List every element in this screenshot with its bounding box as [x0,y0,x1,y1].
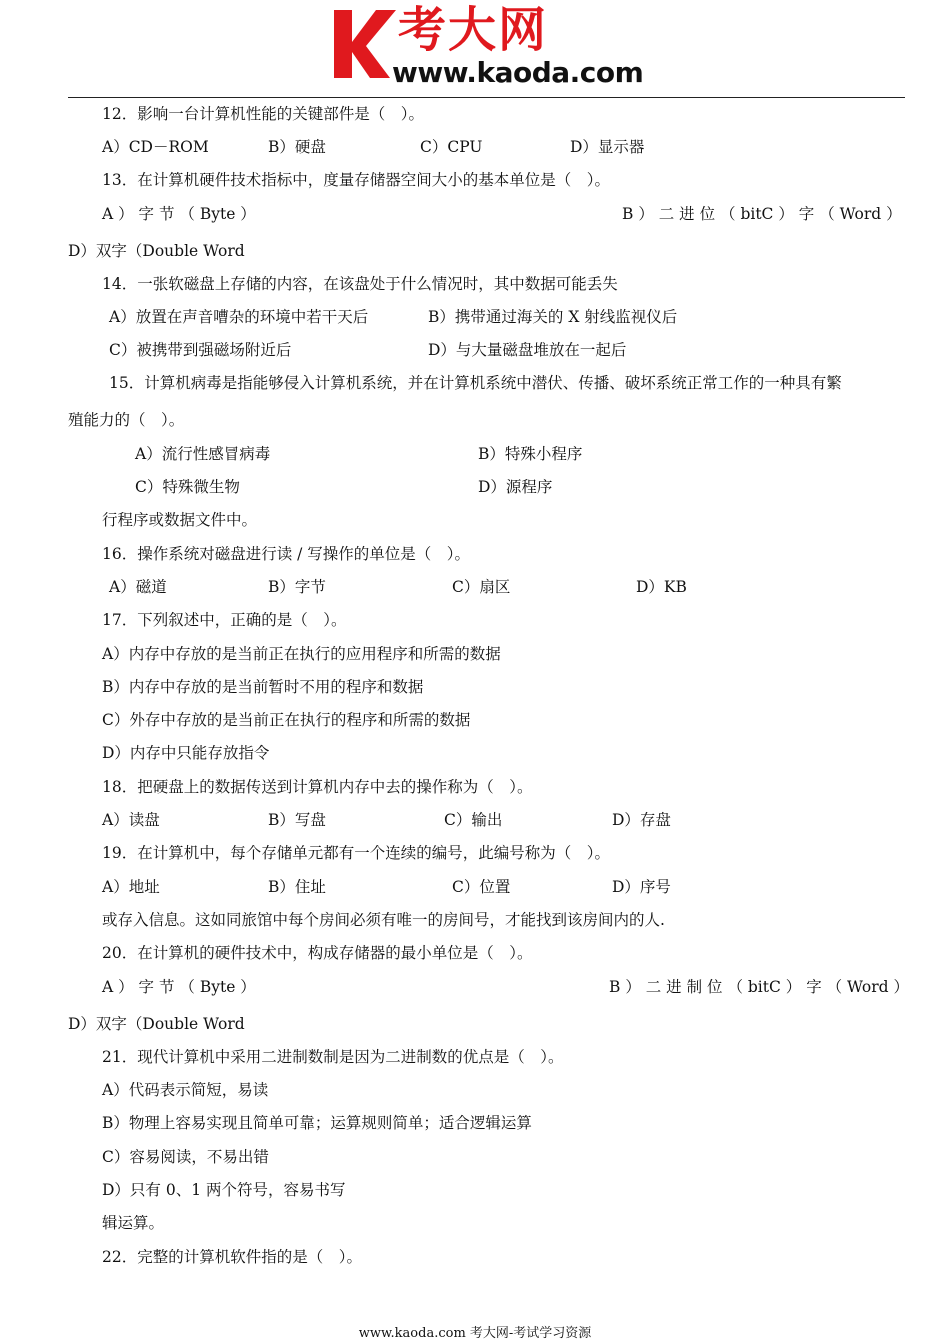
q16-option-b: B）字节 [268,578,326,596]
q15-option-b: B）特殊小程序 [478,445,583,463]
q18-option-a: A）读盘 [102,811,160,829]
q18-option-b: B）写盘 [268,811,326,829]
q22-stem: 22．完整的计算机软件指的是（ ）。 [102,1248,362,1266]
q18-option-c: C）输出 [444,811,503,829]
q19-stem: 19．在计算机中，每个存储单元都有一个连续的编号，此编号称为（ ）。 [102,844,610,862]
q13-option-b: B ） 二 进 位 （ bitC ） 字 （ Word ） [622,205,902,223]
q20-stem: 20．在计算机的硬件技术中，构成存储器的最小单位是（ ）。 [102,944,533,962]
q12-option-d: D）显示器 [570,138,645,156]
q21-stem: 21．现代计算机中采用二进制数制是因为二进制数的优点是（ ）。 [102,1048,564,1066]
q14-option-d: D）与大量磁盘堆放在一起后 [428,341,627,359]
q19-option-b: B）住址 [268,878,326,896]
q15-option-d: D）源程序 [478,478,553,496]
q14-stem: 14．一张软磁盘上存储的内容，在该盘处于什么情况时，其中数据可能丢失 [102,275,618,293]
q15-stem-line2: 殖能力的（ ）。 [68,411,185,429]
header-divider [68,97,905,98]
logo-chinese-text: 考大网 [398,2,549,58]
q20-option-d: D）双字（Double Word [68,1015,245,1033]
q20-option-a: A ） 字 节 （ Byte ） [102,978,256,996]
q16-option-a: A）磁道 [109,578,167,596]
q12-option-c: C）CPU [420,138,483,156]
q15-option-a: A）流行性感冒病毒 [135,445,271,463]
q13-stem: 13．在计算机硬件技术指标中，度量存储器空间大小的基本单位是（ ）。 [102,171,610,189]
q13-option-a: A ） 字 节 （ Byte ） [102,205,256,223]
q17-stem: 17．下列叙述中，正确的是（ ）。 [102,611,347,629]
logo-url-text: www.kaoda.com [392,56,644,89]
q17-option-d: D）内存中只能存放指令 [102,744,270,762]
q21-fragment: 辑运算。 [102,1214,165,1232]
q19-option-c: C）位置 [452,878,511,896]
page-footer: www.kaoda.com 考大网-考试学习资源 [358,1326,592,1341]
q15-fragment: 行程序或数据文件中。 [102,511,258,529]
q15-stem-line1: 15．计算机病毒是指能够侵入计算机系统，并在计算机系统中潜伏、传播、破坏系统正常工作的一种具有繁 [109,374,842,392]
q17-option-b: B）内存中存放的是当前暂时不用的程序和数据 [102,678,424,696]
q21-option-a: A）代码表示简短，易读 [102,1081,269,1099]
q21-option-b: B）物理上容易实现且简单可靠；运算规则简单；适合逻辑运算 [102,1114,532,1132]
q15-option-c: C）特殊微生物 [135,478,240,496]
q14-option-a: A）放置在声音嘈杂的环境中若干天后 [109,308,369,326]
page-header [0,0,950,100]
q16-option-c: C）扇区 [452,578,511,596]
q20-option-b: B ） 二 进 制 位 （ bitC ） 字 （ Word ） [609,978,910,996]
q19-option-a: A）地址 [102,878,160,896]
q12-stem: 12．影响一台计算机性能的关键部件是（ ）。 [102,105,424,123]
q17-option-a: A）内存中存放的是当前正在执行的应用程序和所需的数据 [102,645,501,663]
q14-option-c: C）被携带到强磁场附近后 [109,341,292,359]
q16-option-d: D）KB [636,578,687,596]
q19-fragment: 或存入信息。这如同旅馆中每个房间必须有唯一的房间号，才能找到该房间内的人. [102,911,665,929]
q19-option-d: D）序号 [612,878,671,896]
q21-option-d: D）只有 0、1 两个符号，容易书写 [102,1181,346,1199]
q14-option-b: B）携带通过海关的 X 射线监视仪后 [428,308,678,326]
q18-option-d: D）存盘 [612,811,671,829]
q21-option-c: C）容易阅读，不易出错 [102,1148,269,1166]
q12-option-a: A）CD－ROM [102,138,209,156]
q18-stem: 18．把硬盘上的数据传送到计算机内存中去的操作称为（ ）。 [102,778,533,796]
q12-option-b: B）硬盘 [268,138,326,156]
q16-stem: 16．操作系统对磁盘进行读 / 写操作的单位是（ ）。 [102,545,471,563]
q13-option-d: D）双字（Double Word [68,242,245,260]
q17-option-c: C）外存中存放的是当前正在执行的程序和所需的数据 [102,711,471,729]
